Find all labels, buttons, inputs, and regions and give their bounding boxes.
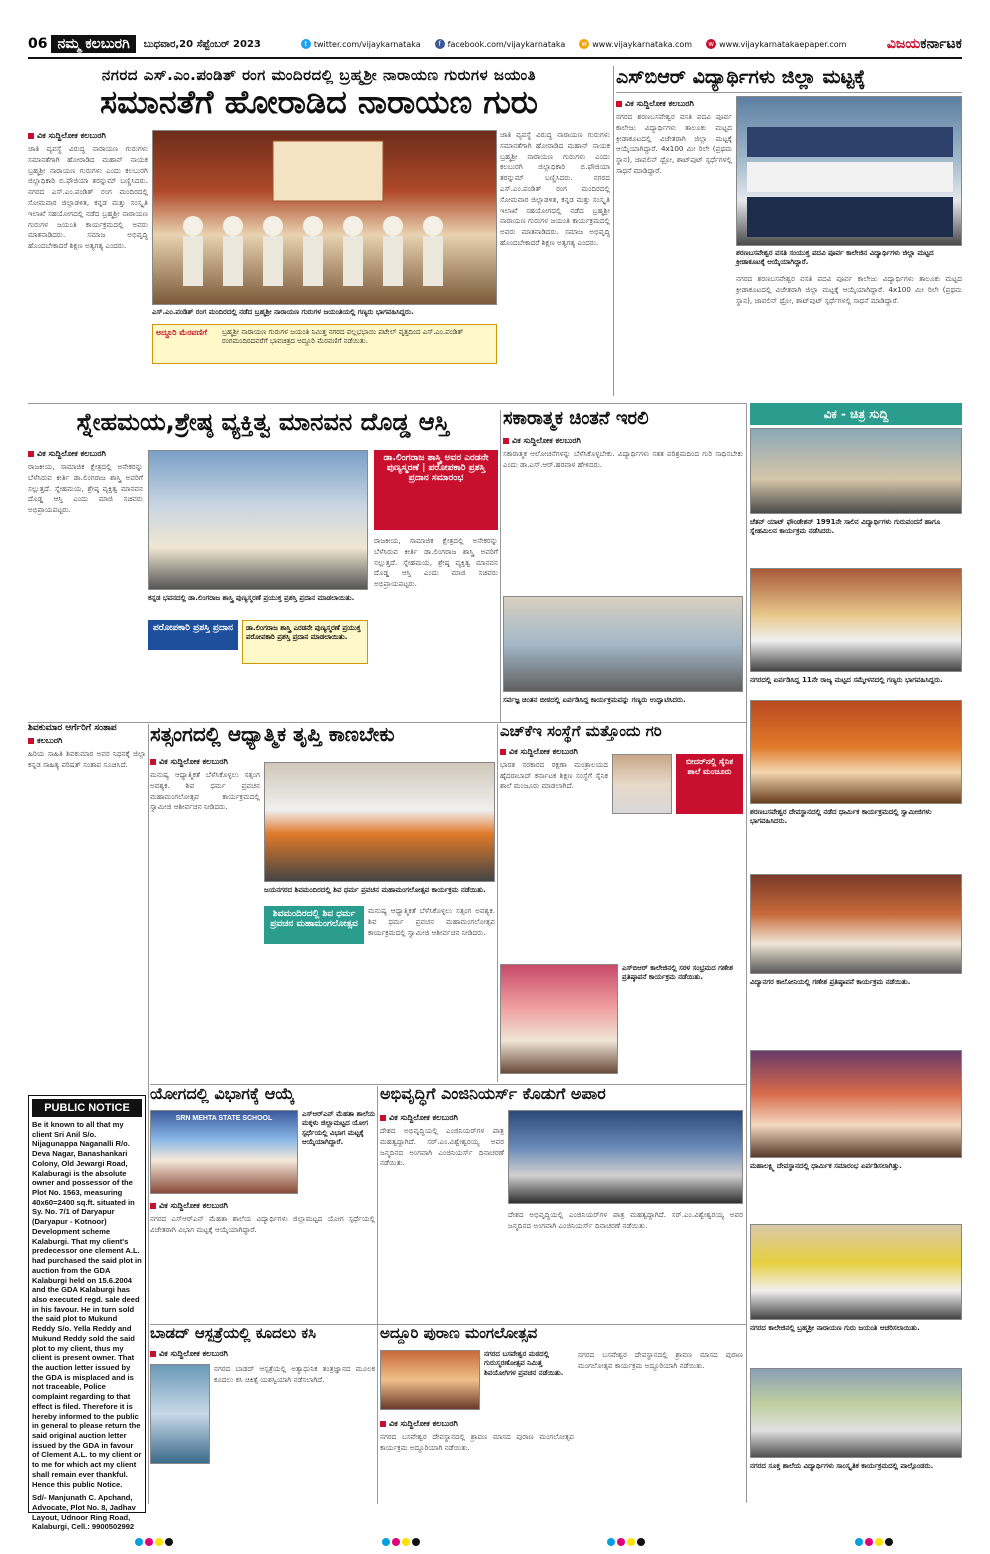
story-body: ನಗರದ ಬಸವೇಶ್ವರ ದೇವಸ್ಥಾನದಲ್ಲಿ ಶ್ರಾವಣ ಮಾಸದ ಪುರಾಣ ಮಂಗಲೋತ್ಸವ ಕಾರ್ಯಕ್ರಮ ಅದ್ದೂರಿಯಾಗಿ ನಡೆಯಿತು. — [380, 1432, 574, 1452]
column-rule — [746, 403, 747, 1503]
story-body: ಸಕಾರಾತ್ಮಕ ಆಲೋಚನೆಗಳನ್ನು ಬೆಳೆಸಿಕೊಳ್ಳಬೇಕು. ವಿದ್ಯಾರ್ಥಿಗಳು ಸತತ ಪರಿಶ್ರಮದಿಂದ ಗುರಿ ಸಾಧಿಸಬೇಕು ಎಂದು ಡಾ.ಎಸ್.ಆರ್.ಹರವಾಳ ಹೇಳಿದರು. — [503, 448, 743, 469]
story-condolence — [28, 724, 146, 1084]
story-headline: ಬಾಡದ್ ಆಸ್ಪತ್ರೆಯಲ್ಲಿ ಕೂದಲು ಕಸಿ — [150, 1326, 317, 1342]
vika-photo-7 — [750, 1368, 962, 1458]
story-body: ನಗರದ ಬಾಡದ್ ಆಸ್ಪತ್ರೆಯಲ್ಲಿ ಅತ್ಯಾಧುನಿಕ ತಂತ್ರಜ್ಞಾನದ ಮೂಲಕ ಕೂದಲು ಕಸಿ ಚಿಕಿತ್ಸೆ ಯಶಸ್ವಿಯಾಗಿ ನಡೆಸಲಾಗಿದೆ. — [214, 1364, 375, 1384]
story-narayana-guru — [28, 66, 610, 406]
website-link[interactable]: w www.vijaykarnataka.com — [579, 39, 692, 49]
byline: ವಿಕ ಸುದ್ದಿಲೋಕ ಕಲಬುರಗಿ — [28, 131, 148, 141]
column-rule — [148, 724, 149, 1504]
inauguration-photo — [503, 596, 743, 692]
procession-callout — [152, 324, 497, 364]
vika-caption-5: ಮಹಾಲಕ್ಷ್ಮಿ ದೇವಸ್ಥಾನದಲ್ಲಿ ಧಾರ್ಮಿಕ ಸಮಾರಂಭ ಏರ್ಪಡಿಸಲಾಗಿತ್ತು. — [750, 1162, 902, 1170]
epaper-link[interactable]: w www.vijaykarnatakaepaper.com — [706, 39, 846, 49]
story-headline: ಎಚ್‌ಕೆಇ ಸಂಸ್ಥೆಗೆ ಮತ್ತೊಂದು ಗರಿ — [500, 724, 662, 740]
award-box: ಡಾ.ಲಿಂಗರಾಜ ಶಾಸ್ತ್ರಿ ಅವರ ಎರಡನೇ ಪುಣ್ಯಸ್ಮರಣೆ | ಪರೋಪಕಾರಿ ಪ್ರಶಸ್ತಿ ಪ್ರದಾನ ಸಮಾರಂಭ — [374, 450, 498, 530]
vika-photo-3 — [750, 700, 962, 804]
ganesha-photo — [500, 964, 618, 1074]
column-rule — [613, 66, 614, 396]
story-headline: ಸ್ನೇಹಮಯ,ಶ್ರೇಷ್ಠ ವ್ಯಕ್ತಿತ್ವ ಮಾನವನ ದೊಡ್ಡ ಆಸ್ತಿ — [76, 410, 450, 436]
award-photo — [148, 450, 368, 590]
byline: ವಿಕ ಸುದ್ದಿಲೋಕ ಕಲಬುರಗಿ — [150, 1349, 375, 1359]
column-rule — [377, 1086, 378, 1504]
students-group-photo — [736, 96, 962, 246]
byline: ವಿಕ ಸುದ್ದಿಲೋಕ ಕಲಬುರಗಿ — [500, 747, 743, 757]
story-headline: ಎಸ್‌ಬಿಆರ್ ವಿದ್ಯಾರ್ಥಿಗಳು ಜಿಲ್ಲಾ ಮಟ್ಟಕ್ಕೆ — [616, 66, 962, 93]
side-caption: ನಗರದ ಬಸವೇಶ್ವರ ಮಠದಲ್ಲಿ ಗುರುಸ್ಮರಣೋತ್ಸವ ನಿಮಿತ್ತ ಶಿವಯೋಗಿಗಳ ಪ್ರವಚನ ನಡೆಯಿತು. — [484, 1350, 564, 1377]
vika-photo-1 — [750, 428, 962, 514]
byline: ವಿಕ ಸುದ್ದಿಲೋಕ ಕಲಬುರಗಿ — [616, 99, 732, 109]
shiva-dharma-box: ಶಿವಮಂದಿರದಲ್ಲಿ ಶಿವ ಧರ್ಮ ಪ್ರವಚನ ಮಹಾಮಂಗಲೋತ್ಸವ — [264, 906, 364, 944]
registration-marks — [135, 1538, 173, 1546]
vika-caption-4: ವಿದ್ಯಾನಗರ ಕಾಲೋನಿಯಲ್ಲಿ ಗಣೇಶ ಪ್ರತಿಷ್ಠಾಪನೆ ಕಾರ್ಯಕ್ರಮ ನಡೆಯಿತು. — [750, 978, 911, 986]
row-rule — [28, 722, 746, 723]
page-number: 06 — [28, 36, 48, 52]
story-body: ಜಾತಿ ವ್ಯವಸ್ಥೆ ವಿರುದ್ಧ ನಾರಾಯಣ ಗುರುಗಳು ಸಮಾನತೆಗಾಗಿ ಹೋರಾಡಿದ ಮಹಾನ್ ನಾಯಕ ಬ್ರಹ್ಮಶ್ರೀ ನಾರಾಯಣ ಗುರುಗಳು ಎಂದು ಕಲಬುರಗಿ ಜಿಲ್ಲಾಧಿಕಾರಿ ಬಿ.ಫೌಜಿಯಾ ತರನ್ನುಮ್ ಬಣ್ಣಿಸಿದರು. ನಗರದ ಎಸ್.ಎಂ.ಪಂಡಿತ್ ರಂಗ ಮಂದಿರದಲ್ಲಿ ಸೋಮವಾರ ಜಿಲ್ಲಾಡಳಿತ, ಕನ್ನಡ ಮತ್ತು ಸಂಸ್ಕೃತಿ ಇಲಾಖೆ ಸಹಯೋಗದಲ್ಲಿ ನಡೆದ ಬ್ರಹ್ಮಶ್ರೀ ನಾರಾಯಣ ಗುರುಗಳ ಜಯಂತಿ ಕಾರ್ಯಕ್ರಮದಲ್ಲಿ ಅವರು ಮಾತನಾಡಿದರು. ಸಮಾಜ ಅಭಿವೃದ್ಧಿ ಹೊಂದಬೇಕಾದರೆ ಶಿಕ್ಷಣ ಅತ್ಯಗತ್ಯ ಎಂದರು. — [28, 144, 148, 251]
yoga-students-photo — [150, 1110, 298, 1194]
masthead-rule — [28, 57, 962, 59]
row-rule — [28, 403, 746, 404]
section-brand: ನಮ್ಮ ಕಲಬುರಗಿ — [51, 35, 135, 53]
stage-figures — [153, 131, 497, 305]
story-headline: ಸತ್ಸಂಗದಲ್ಲಿ ಆಧ್ಯಾತ್ಮಿಕ ತೃಪ್ತಿ ಕಾಣಬೇಕು — [150, 724, 395, 746]
web-icon: w — [706, 39, 716, 49]
photo-caption: ಶರಣಬಸವೇಶ್ವರ ವಸತಿ ಸಂಯುಕ್ತ ಪದವಿ ಪೂರ್ವ ಕಾಲೇಜಿನ ವಿದ್ಯಾರ್ಥಿಗಳು ಜಿಲ್ಲಾ ಮಟ್ಟದ ಕ್ರೀಡಾಕೂಟಕ್ಕೆ ಆಯ್ಕೆಯಾಗಿದ್ದಾರೆ. — [736, 249, 934, 267]
story-purana — [380, 1326, 743, 1502]
engineers-photo — [508, 1110, 743, 1204]
notice-signature: Sd/- Manjunath C. Apchand, Advocate, Plot No. 8, Jadhav Layout, Udnoor Ring Road, Kalaburgi, Cell.: 9900502992 — [32, 1493, 136, 1532]
notice-body: Be it known to all that my client Sri Anil S/o. Nijagunappa Naganalli R/o. Deva Nagar, Banashankari Colony, Old Jewargi Road, Kalaburagi is the absolute owner and possessor of the Plot No. 1563, measuring 40x60=2400 sq.ft. situated in Sy. No. 7/1 of Daryapur (Daryapur - Kotnoor) Development scheme Kalaburgi. That my client's predecessor one clement A.L. had purchased the said plot in auction from the GDA Kalaburgi held on 15.6.2004 and the GDA Kalaburgi has also executed regd. sale deed in his favour. He in turn sold the said plot to Mukund Reddy S/o. Yella Reddy and Mukund Reddy sold the said plot to my client, thus my client is present owner. That the auction letter issued by the GDA is misplaced and is not traceable, Police complaint regarding to that effect is filed. Therefore it is hereby informed to the public in general to please return the said original auction letter issued by the GDA in favour of Clement A.L. to my client or to me for which act my client shall remain ever thankful. Hence this public Notice. — [32, 1120, 142, 1489]
byline: ವಿಕ ಸುದ್ದಿಲೋಕ ಕಲಬುರಗಿ — [150, 757, 260, 767]
vika-photo-6 — [750, 1224, 962, 1320]
story-engineers — [380, 1086, 743, 1322]
story-headline: ಸಮಾನತೆಗೆ ಹೋರಾಡಿದ ನಾರಾಯಣ ಗುರು — [100, 83, 538, 121]
vika-photo-news-title: ವಿಕ - ಚಿತ್ರ ಸುದ್ದಿ — [750, 403, 962, 425]
satsang-photo — [264, 762, 495, 882]
twitter-icon: t — [301, 39, 311, 49]
portrait-photo — [612, 754, 672, 814]
story-lingaraj-shastri — [28, 410, 498, 722]
byline: ವಿಕ ಸುದ್ದಿಲೋಕ ಕಲಬುರಗಿ — [28, 449, 143, 459]
story-body-continued: ದೇಶದ ಅಭಿವೃದ್ಧಿಯಲ್ಲಿ ಎಂಜಿನಿಯರ್‌ಗಳ ಪಾತ್ರ ಮಹತ್ವದ್ದಾಗಿದೆ. ಸರ್.ಎಂ.ವಿಶ್ವೇಶ್ವರಯ್ಯ ಅವರ ಜನ್ಮದಿನದ ಅಂಗವಾಗಿ ಎಂಜಿನಿಯರ್ಸ್ ದಿನಾಚರಣೆ ನಡೆಯಿತು. — [508, 1210, 743, 1230]
story-headline: ಸಕಾರಾತ್ಮಕ ಚಿಂತನೆ ಇರಲಿ — [503, 410, 649, 429]
twitter-link[interactable]: t twitter.com/vijaykarnataka — [301, 39, 421, 49]
story-headline: ಅಭಿವೃದ್ಧಿಗೆ ಎಂಜಿನಿಯರ್ಸ್ ಕೊಡುಗೆ ಅಪಾರ — [380, 1086, 606, 1103]
story-body-continued: ನಗರದ ಬಸವೇಶ್ವರ ದೇವಸ್ಥಾನದಲ್ಲಿ ಶ್ರಾವಣ ಮಾಸದ ಪುರಾಣ ಮಂಗಲೋತ್ಸವ ಕಾರ್ಯಕ್ರಮ ಅದ್ದೂರಿಯಾಗಿ ನಡೆಯಿತು. — [578, 1350, 743, 1370]
story-body: ನಗರದ ಎಸ್‌ಆರ್‌ಎನ್ ಮೆಹತಾ ಶಾಲೆಯ ವಿದ್ಯಾರ್ಥಿಗಳು ಜಿಲ್ಲಾಮಟ್ಟದ ಯೋಗ ಸ್ಪರ್ಧೆಯಲ್ಲಿ ವಿಜೇತರಾಗಿ ವಿಭಾಗ ಮಟ್ಟಕ್ಕೆ ಆಯ್ಕೆಯಾಗಿದ್ದಾರೆ. — [150, 1214, 375, 1234]
byline: ಕಲಬುರಗಿ — [28, 736, 146, 746]
story-body: ರಾಜಕೀಯ, ಸಾಮಾಜಿಕ ಕ್ಷೇತ್ರದಲ್ಲಿ ಅನೇಕರನ್ನು ಬೆಳೆಸಿರುವ ಕೀರ್ತಿ ಡಾ.ಲಿಂಗರಾಜ ಶಾಸ್ತ್ರಿ ಅವರಿಗೆ ಸಲ್ಲುತ್ತದೆ. ಸ್ನೇಹಮಯ, ಶ್ರೇಷ್ಠ ವ್ಯಕ್ತಿತ್ವ ಮಾನವನ ದೊಡ್ಡ ಆಸ್ತಿ ಎಂದು ಮಾಜಿ ಸಚಿವರು ಅಭಿಪ್ರಾಯಪಟ್ಟರು. — [28, 462, 143, 515]
masthead-bar — [28, 33, 962, 55]
photo-caption: ಕನ್ನಡ ಭವನದಲ್ಲಿ ಡಾ.ಲಿಂಗರಾಜ ಶಾಸ್ತ್ರಿ ಪುಣ್ಯಸ್ಮರಣೆ ಪ್ರಯುಕ್ತ ಪ್ರಶಸ್ತಿ ಪ್ರದಾನ ಮಾಡಲಾಯಿತು. — [148, 594, 355, 602]
story-body-continued: ನಗರದ ಶರಣಬಸವೇಶ್ವರ ವಸತಿ ಪದವಿ ಪೂರ್ವ ಕಾಲೇಜು ವಿದ್ಯಾರ್ಥಿಗಳು ತಾಲೂಕು ಮಟ್ಟದ ಕ್ರೀಡಾಕೂಟದಲ್ಲಿ ವಿಜೇತರಾಗಿ ಜಿಲ್ಲಾ ಮಟ್ಟಕ್ಕೆ ಆಯ್ಕೆಯಾಗಿದ್ದಾರೆ. 4x100 ಮೀ ರಿಲೇ (ಪ್ರಥಮ ಸ್ಥಾನ), ಜಾವಲಿನ್ ಥ್ರೋ, ಶಾಟ್‌ಪುಟ್ ಸ್ಪರ್ಧೆಗಳಲ್ಲಿ ಸಾಧನೆ ಮಾಡಿದ್ದಾರೆ. — [736, 274, 962, 305]
school-banner: SRN MEHTA STATE SCHOOL — [175, 1115, 273, 1122]
sub-label: ಪರೋಪಕಾರಿ ಪ್ರಶಸ್ತಿ ಪ್ರದಾನ — [148, 620, 238, 650]
vika-caption-2: ನಗರದಲ್ಲಿ ಏರ್ಪಡಿಸಿದ್ದ 11ನೇ ರಾಜ್ಯ ಮಟ್ಟದ ಸಮ್ಮೇಳನದಲ್ಲಿ ಗಣ್ಯರು ಭಾಗವಹಿಸಿದ್ದರು. — [750, 676, 943, 684]
facebook-icon: f — [435, 39, 445, 49]
photo-caption: ಜಯನಗರದ ಶಿವಮಂದಿರದಲ್ಲಿ ಶಿವ ಧರ್ಮ ಪ್ರವಚನ ಮಹಾಮಂಗಲೋತ್ಸವ ಕಾರ್ಯಕ್ರಮ ನಡೆಯಿತು. — [264, 886, 486, 894]
story-body: ನಗರದ ಶರಣಬಸವೇಶ್ವರ ವಸತಿ ಪದವಿ ಪೂರ್ವ ಕಾಲೇಜು ವಿದ್ಯಾರ್ಥಿಗಳು ತಾಲೂಕು ಮಟ್ಟದ ಕ್ರೀಡಾಕೂಟದಲ್ಲಿ ವಿಜೇತರಾಗಿ ಜಿಲ್ಲಾ ಮಟ್ಟಕ್ಕೆ ಆಯ್ಕೆಯಾಗಿದ್ದಾರೆ. 4x100 ಮೀ ರಿಲೇ (ಪ್ರಥಮ ಸ್ಥಾನ), ಜಾವಲಿನ್ ಥ್ರೋ, ಶಾಟ್‌ಪುಟ್ ಸ್ಪರ್ಧೆಗಳಲ್ಲಿ ಸಾಧನೆ ಮಾಡಿದ್ದಾರೆ. — [616, 112, 732, 175]
public-notice — [28, 1095, 146, 1532]
story-body: ಹಿರಿಯ ಸಾಹಿತಿ ಶಿವಕುಮಾರ ಅವರ ನಿಧನಕ್ಕೆ ಜಿಲ್ಲಾ ಕನ್ನಡ ಸಾಹಿತ್ಯ ಪರಿಷತ್ ಸಂತಾಪ ಸೂಚಿಸಿದೆ. — [28, 749, 146, 770]
story-body: ಭಾರತ ಸರಕಾರದ ರಕ್ಷಣಾ ಮಂತ್ರಾಲಯದ ಹೈದರಾಬಾದ್ ಕರ್ನಾಟಕ ಶಿಕ್ಷಣ ಸಂಸ್ಥೆಗೆ ಸೈನಿಕ ಶಾಲೆ ಮಂಜೂರು ಮಾಡಲಾಗಿದೆ. — [500, 759, 608, 791]
sainik-school-box: ಬೀದರ್‌ನಲ್ಲಿ ಸೈನಿಕ ಶಾಲೆ ಮಂಜೂರು — [676, 754, 743, 814]
byline: ವಿಕ ಸುದ್ದಿಲೋಕ ಕಲಬುರಗಿ — [503, 436, 743, 446]
story-positive-thinking — [503, 410, 743, 722]
facebook-link[interactable]: f facebook.com/vijaykarnataka — [435, 39, 566, 49]
byline: ವಿಕ ಸುದ್ದಿಲೋಕ ಕಲಬುರಗಿ — [150, 1201, 375, 1211]
story-hair-transplant — [150, 1326, 375, 1502]
story-yoga — [150, 1086, 375, 1322]
story-hke-institute — [500, 724, 743, 1082]
byline: ವಿಕ ಸುದ್ದಿಲೋಕ ಕಲಬುರಗಿ — [380, 1113, 504, 1123]
side-caption: ಎಸ್‌ಬಿಆರ್ ಕಾಲೇಜಿನಲ್ಲಿ ಸರಳ ಸಂಭ್ರಮದ ಗಣೇಶ ಪ್ರತಿಷ್ಠಾಪನೆ ಕಾರ್ಯಕ್ರಮ ನಡೆಯಿತು. — [622, 964, 733, 982]
photo-caption: ಎಸ್.ಎಂ.ಪಂಡಿತ್ ರಂಗ ಮಂದಿರದಲ್ಲಿ ನಡೆದ ಬ್ರಹ್ಮಶ್ರೀ ನಾರಾಯಣ ಗುರುಗಳ ಜಯಂತಿಯಲ್ಲಿ ಗಣ್ಯರು ಭಾಗವಹಿಸಿದ್ದರು. — [152, 308, 414, 316]
story-sbr-students — [616, 66, 962, 396]
vika-photo-5 — [750, 1050, 962, 1158]
story-satsang — [150, 724, 495, 1082]
vika-caption-6: ನಗರದ ಕಾಲೇಜಿನಲ್ಲಿ ಬ್ರಹ್ಮಶ್ರೀ ನಾರಾಯಣ ಗುರು ಜಯಂತಿ ಆಚರಿಸಲಾಯಿತು. — [750, 1324, 920, 1332]
vika-caption-7: ನಗರದ ಸೂಕ್ತ ಶಾಲೆಯ ವಿದ್ಯಾರ್ಥಿಗಳು ಸಾಂಸ್ಕೃತಿಕ ಕಾರ್ಯಕ್ರಮದಲ್ಲಿ ಪಾಲ್ಗೊಂಡರು. — [750, 1462, 934, 1470]
registration-marks — [855, 1538, 893, 1546]
vika-caption-1: ಚೆತನ್ ಯಾಟ್ ಫೌಂಡೇಶನ್ 1991ನೇ ಸಾಲಿನ ವಿದ್ಯಾರ್ಥಿಗಳು ಗುರುವಂದನೆ ಹಾಗೂ ಸ್ನೇಹಮಿಲನ ಕಾರ್ಯಕ್ರಮ ನಡೆಸಿದರು. — [750, 518, 941, 536]
students-rows — [737, 97, 962, 246]
sub-text: ಡಾ.ಲಿಂಗರಾಜ ಶಾಸ್ತ್ರಿ ಎರಡನೇ ಪುಣ್ಯಸ್ಮರಣೆ ಪ್ರಯುಕ್ತ ಪರೋಪಕಾರಿ ಪ್ರಶಸ್ತಿ ಪ್ರದಾನ ಮಾಡಲಾಯಿತು. — [242, 620, 368, 664]
vika-photo-news — [750, 428, 962, 1498]
registration-marks — [607, 1538, 645, 1546]
photo-caption: ಎಸ್‌ಆರ್‌ಎನ್ ಮೆಹತಾ ಶಾಲೆಯ ಮಕ್ಕಳು ಜಿಲ್ಲಾಮಟ್ಟದ ಯೋಗ ಸ್ಪರ್ಧೆಯಲ್ಲಿ ವಿಭಾಗ ಮಟ್ಟಕ್ಕೆ ಆಯ್ಕೆಯಾಗಿದ್ದಾರೆ. — [302, 1110, 375, 1147]
vika-photo-2 — [750, 568, 962, 672]
story-body-continued: ಜಾತಿ ವ್ಯವಸ್ಥೆ ವಿರುದ್ಧ ನಾರಾಯಣ ಗುರುಗಳು ಸಮಾನತೆಗಾಗಿ ಹೋರಾಡಿದ ಮಹಾನ್ ನಾಯಕ ಬ್ರಹ್ಮಶ್ರೀ ನಾರಾಯಣ ಗುರುಗಳು ಎಂದು ಕಲಬುರಗಿ ಜಿಲ್ಲಾಧಿಕಾರಿ ಬಿ.ಫೌಜಿಯಾ ತರನ್ನುಮ್ ಬಣ್ಣಿಸಿದರು. ನಗರದ ಎಸ್.ಎಂ.ಪಂಡಿತ್ ರಂಗ ಮಂದಿರದಲ್ಲಿ ಸೋಮವಾರ ಜಿಲ್ಲಾಡಳಿತ, ಕನ್ನಡ ಮತ್ತು ಸಂಸ್ಕೃತಿ ಇಲಾಖೆ ಸಹಯೋಗದಲ್ಲಿ ನಡೆದ ಬ್ರಹ್ಮಶ್ರೀ ನಾರಾಯಣ ಗುರುಗಳ ಜಯಂತಿ ಕಾರ್ಯಕ್ರಮದಲ್ಲಿ ಅವರು ಮಾತನಾಡಿದರು. ಸಮಾಜ ಅಭಿವೃದ್ಧಿ ಹೊಂದಬೇಕಾದರೆ ಶಿಕ್ಷಣ ಅತ್ಯಗತ್ಯ ಎಂದರು. — [500, 130, 610, 247]
story-body-continued: ರಾಜಕೀಯ, ಸಾಮಾಜಿಕ ಕ್ಷೇತ್ರದಲ್ಲಿ ಅನೇಕರನ್ನು ಬೆಳೆಸಿರುವ ಕೀರ್ತಿ ಡಾ.ಲಿಂಗರಾಜ ಶಾಸ್ತ್ರಿ ಅವರಿಗೆ ಸಲ್ಲುತ್ತದೆ. ಸ್ನೇಹಮಯ, ಶ್ರೇಷ್ಠ ವ್ಯಕ್ತಿತ್ವ ಮಾನವನ ದೊಡ್ಡ ಆಸ್ತಿ ಎಂದು ಮಾಜಿ ಸಚಿವರು ಅಭಿಪ್ರಾಯಪಟ್ಟರು. — [374, 536, 498, 589]
web-icon: w — [579, 39, 589, 49]
newspaper-logo: ವಿಜಯಕರ್ನಾಟಕ — [886, 36, 962, 52]
hospital-photo — [150, 1364, 210, 1464]
story-body: ಮನುಷ್ಯ ಆಧ್ಯಾತ್ಮಿಕತೆ ಬೆಳೆಸಿಕೊಳ್ಳಲು ಸತ್ಸಂಗ ಅವಶ್ಯಕ. ಶಿವ ಧರ್ಮ ಪ್ರವಚನ ಮಹಾಮಂಗಲೋತ್ಸವ ಕಾರ್ಯಕ್ರಮದಲ್ಲಿ ಸ್ವಾಮೀಜಿ ಆಶೀರ್ವಚನ ನೀಡಿದರು. — [150, 770, 260, 812]
row-rule — [150, 1324, 746, 1325]
purana-photo — [380, 1350, 480, 1410]
registration-marks — [382, 1538, 420, 1546]
issue-date: ಬುಧವಾರ,20 ಸೆಪ್ಟೆಂಬರ್ 2023 — [143, 38, 261, 50]
story-body: ದೇಶದ ಅಭಿವೃದ್ಧಿಯಲ್ಲಿ ಎಂಜಿನಿಯರ್‌ಗಳ ಪಾತ್ರ ಮಹತ್ವದ್ದಾಗಿದೆ. ಸರ್.ಎಂ.ವಿಶ್ವೇಶ್ವರಯ್ಯ ಅವರ ಜನ್ಮದಿನದ ಅಂಗವಾಗಿ ಎಂಜಿನಿಯರ್ಸ್ ದಿನಾಚರಣೆ ನಡೆಯಿತು. — [380, 1126, 504, 1168]
masthead — [0, 0, 990, 70]
story-headline: ಅದ್ದೂರಿ ಪುರಾಣ ಮಂಗಲೋತ್ಸವ — [380, 1326, 538, 1342]
vika-photo-4 — [750, 874, 962, 974]
column-rule — [497, 724, 498, 1082]
story-kicker: ನಗರದ ಎಸ್.ಎಂ.ಪಂಡಿತ್ ರಂಗ ಮಂದಿರದಲ್ಲಿ ಬ್ರಹ್ಮಶ್ರೀ ನಾರಾಯಣ ಗುರುಗಳ ಜಯಂತಿ — [101, 66, 537, 84]
column-rule — [500, 410, 501, 722]
story-body-continued: ಮನುಷ್ಯ ಆಧ್ಯಾತ್ಮಿಕತೆ ಬೆಳೆಸಿಕೊಳ್ಳಲು ಸತ್ಸಂಗ ಅವಶ್ಯಕ. ಶಿವ ಧರ್ಮ ಪ್ರವಚನ ಮಹಾಮಂಗಲೋತ್ಸವ ಕಾರ್ಯಕ್ರಮದಲ್ಲಿ ಸ್ವಾಮೀಜಿ ಆಶೀರ್ವಚನ ನೀಡಿದರು. — [368, 906, 495, 937]
notice-title: PUBLIC NOTICE — [32, 1099, 142, 1117]
callout-text: ಬ್ರಹ್ಮಶ್ರೀ ನಾರಾಯಣ ಗುರುಗಳ ಜಯಂತಿ ನಿಮಿತ್ತ ನಗರದ ವಲ್ಲಭಭಾಯಿ ಪಟೇಲ್ ವೃತ್ತದಿಂದ ಎಸ್.ಎಂ.ಪಂಡಿತ್ ರಂಗಮಂದಿರದವರೆಗೆ ಭಾವಚಿತ್ರದ ಅದ್ದೂರಿ ಮೆರವಣಿಗೆ ನಡೆಯಿತು. — [222, 328, 464, 346]
story-kicker: ಶಿವಕುಮಾರ ಆರ್ಗೆರಿಗೆ ಸಂತಾಪ — [28, 724, 117, 733]
event-photo — [152, 130, 497, 305]
byline: ವಿಕ ಸುದ್ದಿಲೋಕ ಕಲಬುರಗಿ — [380, 1419, 574, 1429]
row-rule — [150, 1084, 746, 1085]
vika-caption-3: ಶರಣಬಸವೇಶ್ವರ ದೇವಸ್ಥಾನದಲ್ಲಿ ನಡೆದ ಧಾರ್ಮಿಕ ಕಾರ್ಯಕ್ರಮದಲ್ಲಿ ಸ್ವಾಮೀಜಿಗಳು ಭಾಗವಹಿಸಿದರು. — [750, 808, 932, 826]
story-headline: ಯೋಗದಲ್ಲಿ ವಿಭಾಗಕ್ಕೆ ಆಯ್ಕೆ — [150, 1086, 295, 1103]
callout-label: ಅದ್ದೂರಿ ಮೆರವಣಿಗೆ — [156, 328, 207, 337]
photo-caption: ಸರ್ವಜ್ಞ ಚಿಂತನ ಬೀಠದಲ್ಲಿ ಏರ್ಪಡಿಸಿದ್ದ ಕಾರ್ಯಕ್ರಮವನ್ನು ಗಣ್ಯರು ಉದ್ಘಾಟಿಸಿದರು. — [503, 696, 686, 704]
